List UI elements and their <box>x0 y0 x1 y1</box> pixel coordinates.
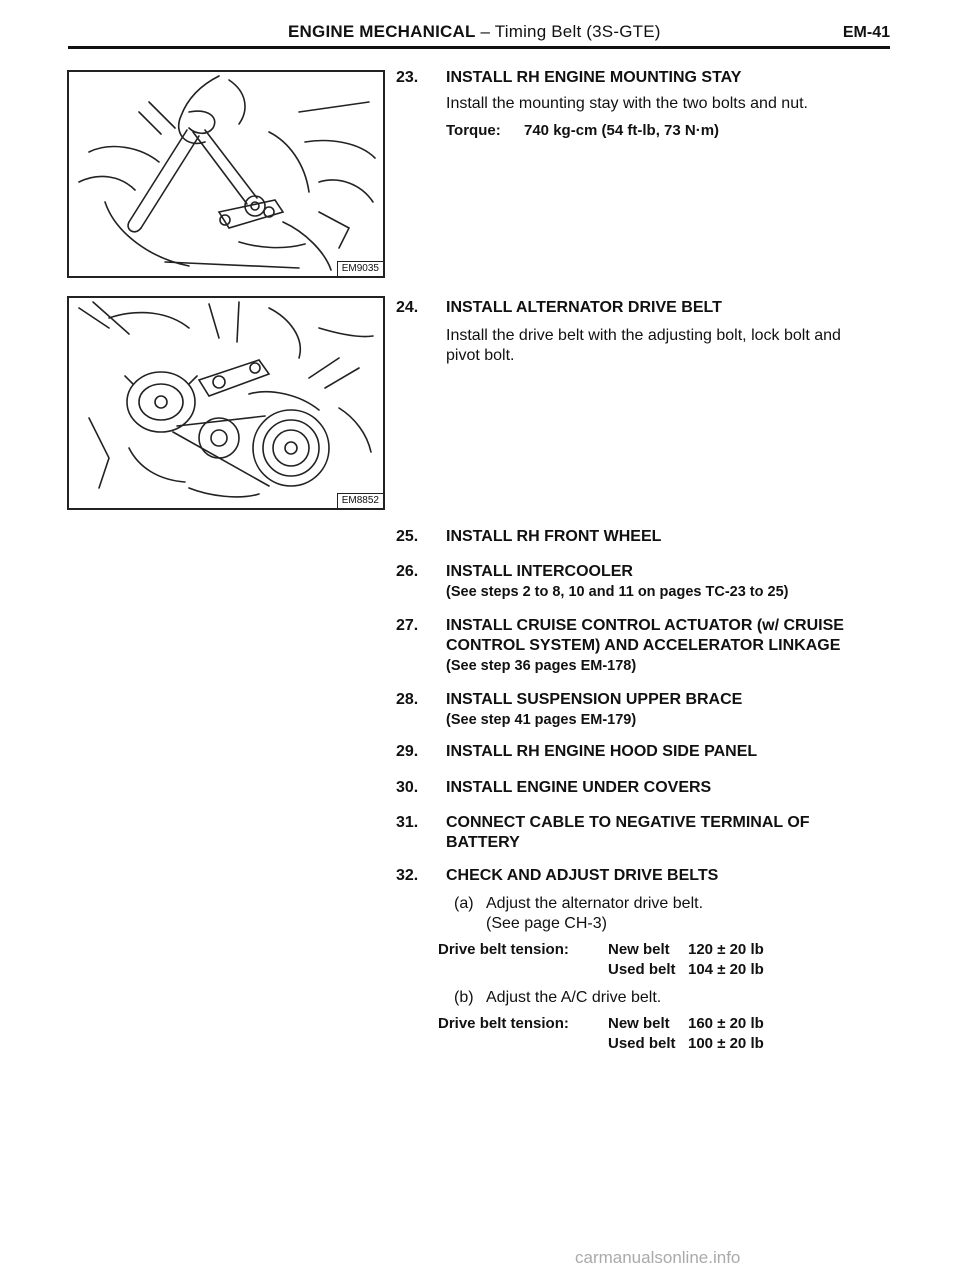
step-title: INSTALL ALTERNATOR DRIVE BELT <box>446 299 722 316</box>
spec-label: Drive belt tension: <box>438 941 569 958</box>
title-line: INSTALL CRUISE CONTROL ACTUATOR (w/ CRUISE <box>446 617 844 634</box>
substep-text: Adjust the A/C drive belt. <box>486 989 662 1006</box>
spec-label: Drive belt tension: <box>438 1015 569 1032</box>
substep-b <box>454 988 896 1008</box>
step-instruction <box>446 326 896 366</box>
step-title: INSTALL SUSPENSION UPPER BRACE <box>446 691 743 708</box>
step-title <box>446 813 896 853</box>
new-belt-label: New belt <box>608 1015 670 1032</box>
step-number: 27. <box>396 617 419 634</box>
used-belt-label: Used belt <box>608 961 676 978</box>
figure-code: EM9035 <box>337 261 383 276</box>
step-title: INSTALL ENGINE UNDER COVERS <box>446 779 712 796</box>
section-title-main: ENGINE MECHANICAL <box>288 22 476 41</box>
step-number: 32. <box>396 867 419 884</box>
new-belt-value: 160 ± 20 lb <box>688 1015 764 1032</box>
title-line: CONTROL SYSTEM) AND ACCELERATOR LINKAGE <box>446 637 841 654</box>
step-title: INSTALL RH ENGINE MOUNTING STAY <box>446 69 742 86</box>
torque-spec <box>446 122 896 139</box>
substep-a <box>454 894 896 914</box>
step-number: 25. <box>396 528 419 545</box>
section-title-sub: – Timing Belt (3S-GTE) <box>475 22 661 41</box>
substep-reference: (See page CH-3) <box>486 915 607 932</box>
alternator-belt-illustration <box>69 298 383 508</box>
step-25 <box>396 527 896 547</box>
step-number: 23. <box>396 69 419 86</box>
instruction-line: Install the drive belt with the adjusting bolt, lock bolt and <box>446 327 841 344</box>
new-belt-label: New belt <box>608 941 670 958</box>
step-title: CHECK AND ADJUST DRIVE BELTS <box>446 867 719 884</box>
figure-mounting-stay <box>67 70 385 278</box>
step-number: 29. <box>396 743 419 760</box>
step-23 <box>396 68 896 139</box>
substep-letter: (a) <box>454 895 474 912</box>
step-31 <box>396 813 896 853</box>
step-instruction: Install the mounting stay with the two bolts and nut. <box>446 95 808 112</box>
step-reference: (See step 41 pages EM-179) <box>446 712 637 728</box>
belt-tension-spec-b <box>396 1014 896 1054</box>
step-reference: (See steps 2 to 8, 10 and 11 on pages TC-23 to 25) <box>446 584 789 600</box>
torque-label: Torque: <box>446 122 501 139</box>
step-number: 24. <box>396 299 419 316</box>
step-title: INSTALL RH FRONT WHEEL <box>446 528 662 545</box>
page-number: EM-41 <box>842 24 890 41</box>
step-title: INSTALL INTERCOOLER <box>446 563 633 580</box>
used-belt-value: 104 ± 20 lb <box>688 961 764 978</box>
step-30 <box>396 778 896 798</box>
used-belt-value: 100 ± 20 lb <box>688 1035 764 1052</box>
title-line: BATTERY <box>446 834 520 851</box>
step-title: INSTALL RH ENGINE HOOD SIDE PANEL <box>446 743 758 760</box>
step-29 <box>396 742 896 762</box>
step-28 <box>396 690 896 730</box>
step-reference: (See step 36 pages EM-178) <box>446 658 637 674</box>
step-title <box>446 616 896 656</box>
title-line: CONNECT CABLE TO NEGATIVE TERMINAL OF <box>446 814 810 831</box>
used-belt-label: Used belt <box>608 1035 676 1052</box>
step-number: 30. <box>396 779 419 796</box>
belt-tension-spec-a <box>396 940 896 980</box>
watermark: carmanualsonline.info <box>575 1248 741 1267</box>
torque-value: 740 kg-cm (54 ft-lb, 73 N·m) <box>524 122 720 139</box>
step-number: 26. <box>396 563 419 580</box>
new-belt-value: 120 ± 20 lb <box>688 941 764 958</box>
figure-alternator-belt <box>67 296 385 510</box>
substep-letter: (b) <box>454 989 474 1006</box>
mounting-stay-illustration <box>69 72 383 276</box>
instruction-line: pivot bolt. <box>446 347 515 364</box>
figure-code: EM8852 <box>337 493 383 508</box>
header-divider <box>68 46 890 49</box>
section-title <box>288 22 661 42</box>
step-32 <box>396 866 896 1054</box>
substep-text: Adjust the alternator drive belt. <box>486 895 704 912</box>
step-26 <box>396 562 896 602</box>
step-24 <box>396 298 896 366</box>
step-27 <box>396 616 896 676</box>
step-number: 28. <box>396 691 419 708</box>
step-number: 31. <box>396 814 419 831</box>
